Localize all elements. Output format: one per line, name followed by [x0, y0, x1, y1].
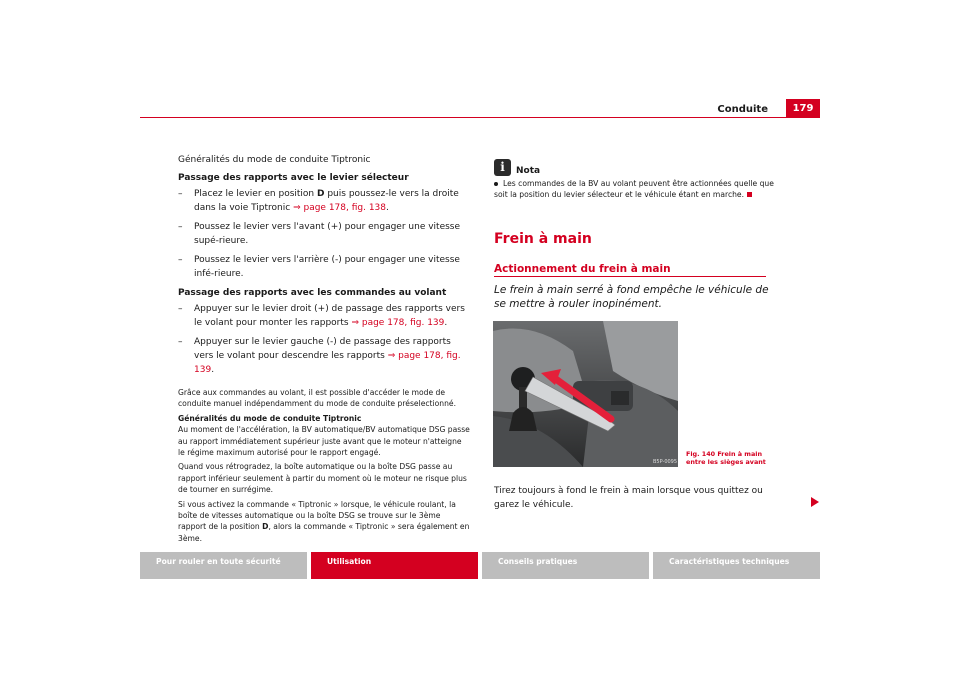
note-paragraph: Au moment de l'accélération, la BV automatique/BV automatique DSG passe au rapport immédiatement supérieur juste avant que le moteur n'atteigne le régime maximum autorisé pour le rapport engagé.	[178, 425, 470, 458]
nota-label: Nota	[516, 166, 541, 176]
note-paragraph: Grâce aux commandes au volant, il est possible d'accéder le mode de conduite manuel indépendamment du mode de conduite préselectionné.	[178, 388, 456, 409]
nav-tab-utilisation[interactable]: Utilisation	[311, 552, 478, 579]
chapter-title: Conduite	[717, 104, 768, 115]
selector-step-2: – Poussez le levier vers l'avant (+) pour engager une vitesse supé-rieure.	[178, 222, 461, 246]
note-heading: Généralités du mode de conduite Tiptronic	[178, 413, 362, 423]
intro-text: Généralités du mode de conduite Tiptronic	[178, 155, 371, 165]
handbrake-figure	[493, 321, 678, 467]
note-paragraph: Si vous activez la commande « Tiptronic » lorsque, le véhicule roulant, la boîte de vitesses automatique ou la boîte DSG se trouve sur le 3ème rapport de la position D, alors la commande « Tiptronic » sera également en 3ème.	[178, 499, 470, 543]
handbrake-illustration	[493, 321, 678, 467]
page-link[interactable]: ⇒ page 178, fig. 139	[351, 318, 445, 328]
selector-step-3: – Poussez le levier vers l'arrière (-) pour engager une vitesse infé-rieure.	[178, 255, 460, 279]
note-paragraph: Quand vous rétrogradez, la boîte automatique ou la boîte DSG passe au rapport inférieur seulement à partir du moment où le moteur ne risque plus de tourner en surrégime.	[178, 462, 467, 495]
end-square-icon	[747, 192, 752, 197]
selector-heading: Passage des rapports avec le levier sélecteur	[178, 173, 409, 183]
nav-tab-safety[interactable]: Pour rouler en toute sécurité	[140, 552, 307, 579]
note-block	[178, 387, 470, 544]
left-column	[178, 153, 470, 544]
figure-caption: Fig. 140 Frein à main entre les sièges avant	[686, 450, 766, 466]
next-page-arrow-icon[interactable]	[811, 497, 819, 507]
wheel-heading: Passage des rapports avec les commandes au volant	[178, 288, 447, 298]
nav-tab-practical-tips[interactable]: Conseils pratiques	[482, 552, 649, 579]
bullet-icon	[494, 182, 498, 186]
section-title: Frein à main	[494, 231, 592, 247]
info-icon: i	[494, 159, 511, 176]
step-dash: –	[178, 189, 183, 199]
selector-step-1: – Placez le levier en position D puis poussez-le vers la droite dans la voie Tiptronic ⇒ page 178, fig. 138.	[178, 189, 459, 213]
wheel-step-1: – Appuyer sur le levier droit (+) de passage des rapports vers le volant pour monter les rapports ⇒ page 178, fig. 139.	[178, 304, 465, 328]
wheel-step-2: – Appuyer sur le levier gauche (-) de passage des rapports vers le volant pour descendre les rapports ⇒ page 178, fig. 139.	[178, 337, 461, 375]
page-link[interactable]: ⇒ page 178, fig. 139	[194, 351, 461, 375]
subsection-title: Actionnement du frein à main	[494, 263, 671, 275]
figure-code: B5P-0095	[653, 459, 678, 465]
page-number: 179	[786, 99, 820, 118]
subsection-rule	[494, 276, 766, 277]
lead-text: Le frein à main serré à fond empêche le véhicule de se mettre à rouler inopinément.	[494, 284, 769, 310]
page-link[interactable]: ⇒ page 178, fig. 138	[293, 203, 387, 213]
nav-tab-technical-specs[interactable]: Caractéristiques techniques	[653, 552, 820, 579]
header-rule	[140, 117, 820, 118]
nota-text: Les commandes de la BV au volant peuvent être actionnées quelle que soit la position du levier sélecteur et le véhicule étant en marche.	[494, 179, 774, 200]
end-paragraph: Tirez toujours à fond le frein à main lorsque vous quittez ou garez le véhicule.	[494, 486, 763, 510]
